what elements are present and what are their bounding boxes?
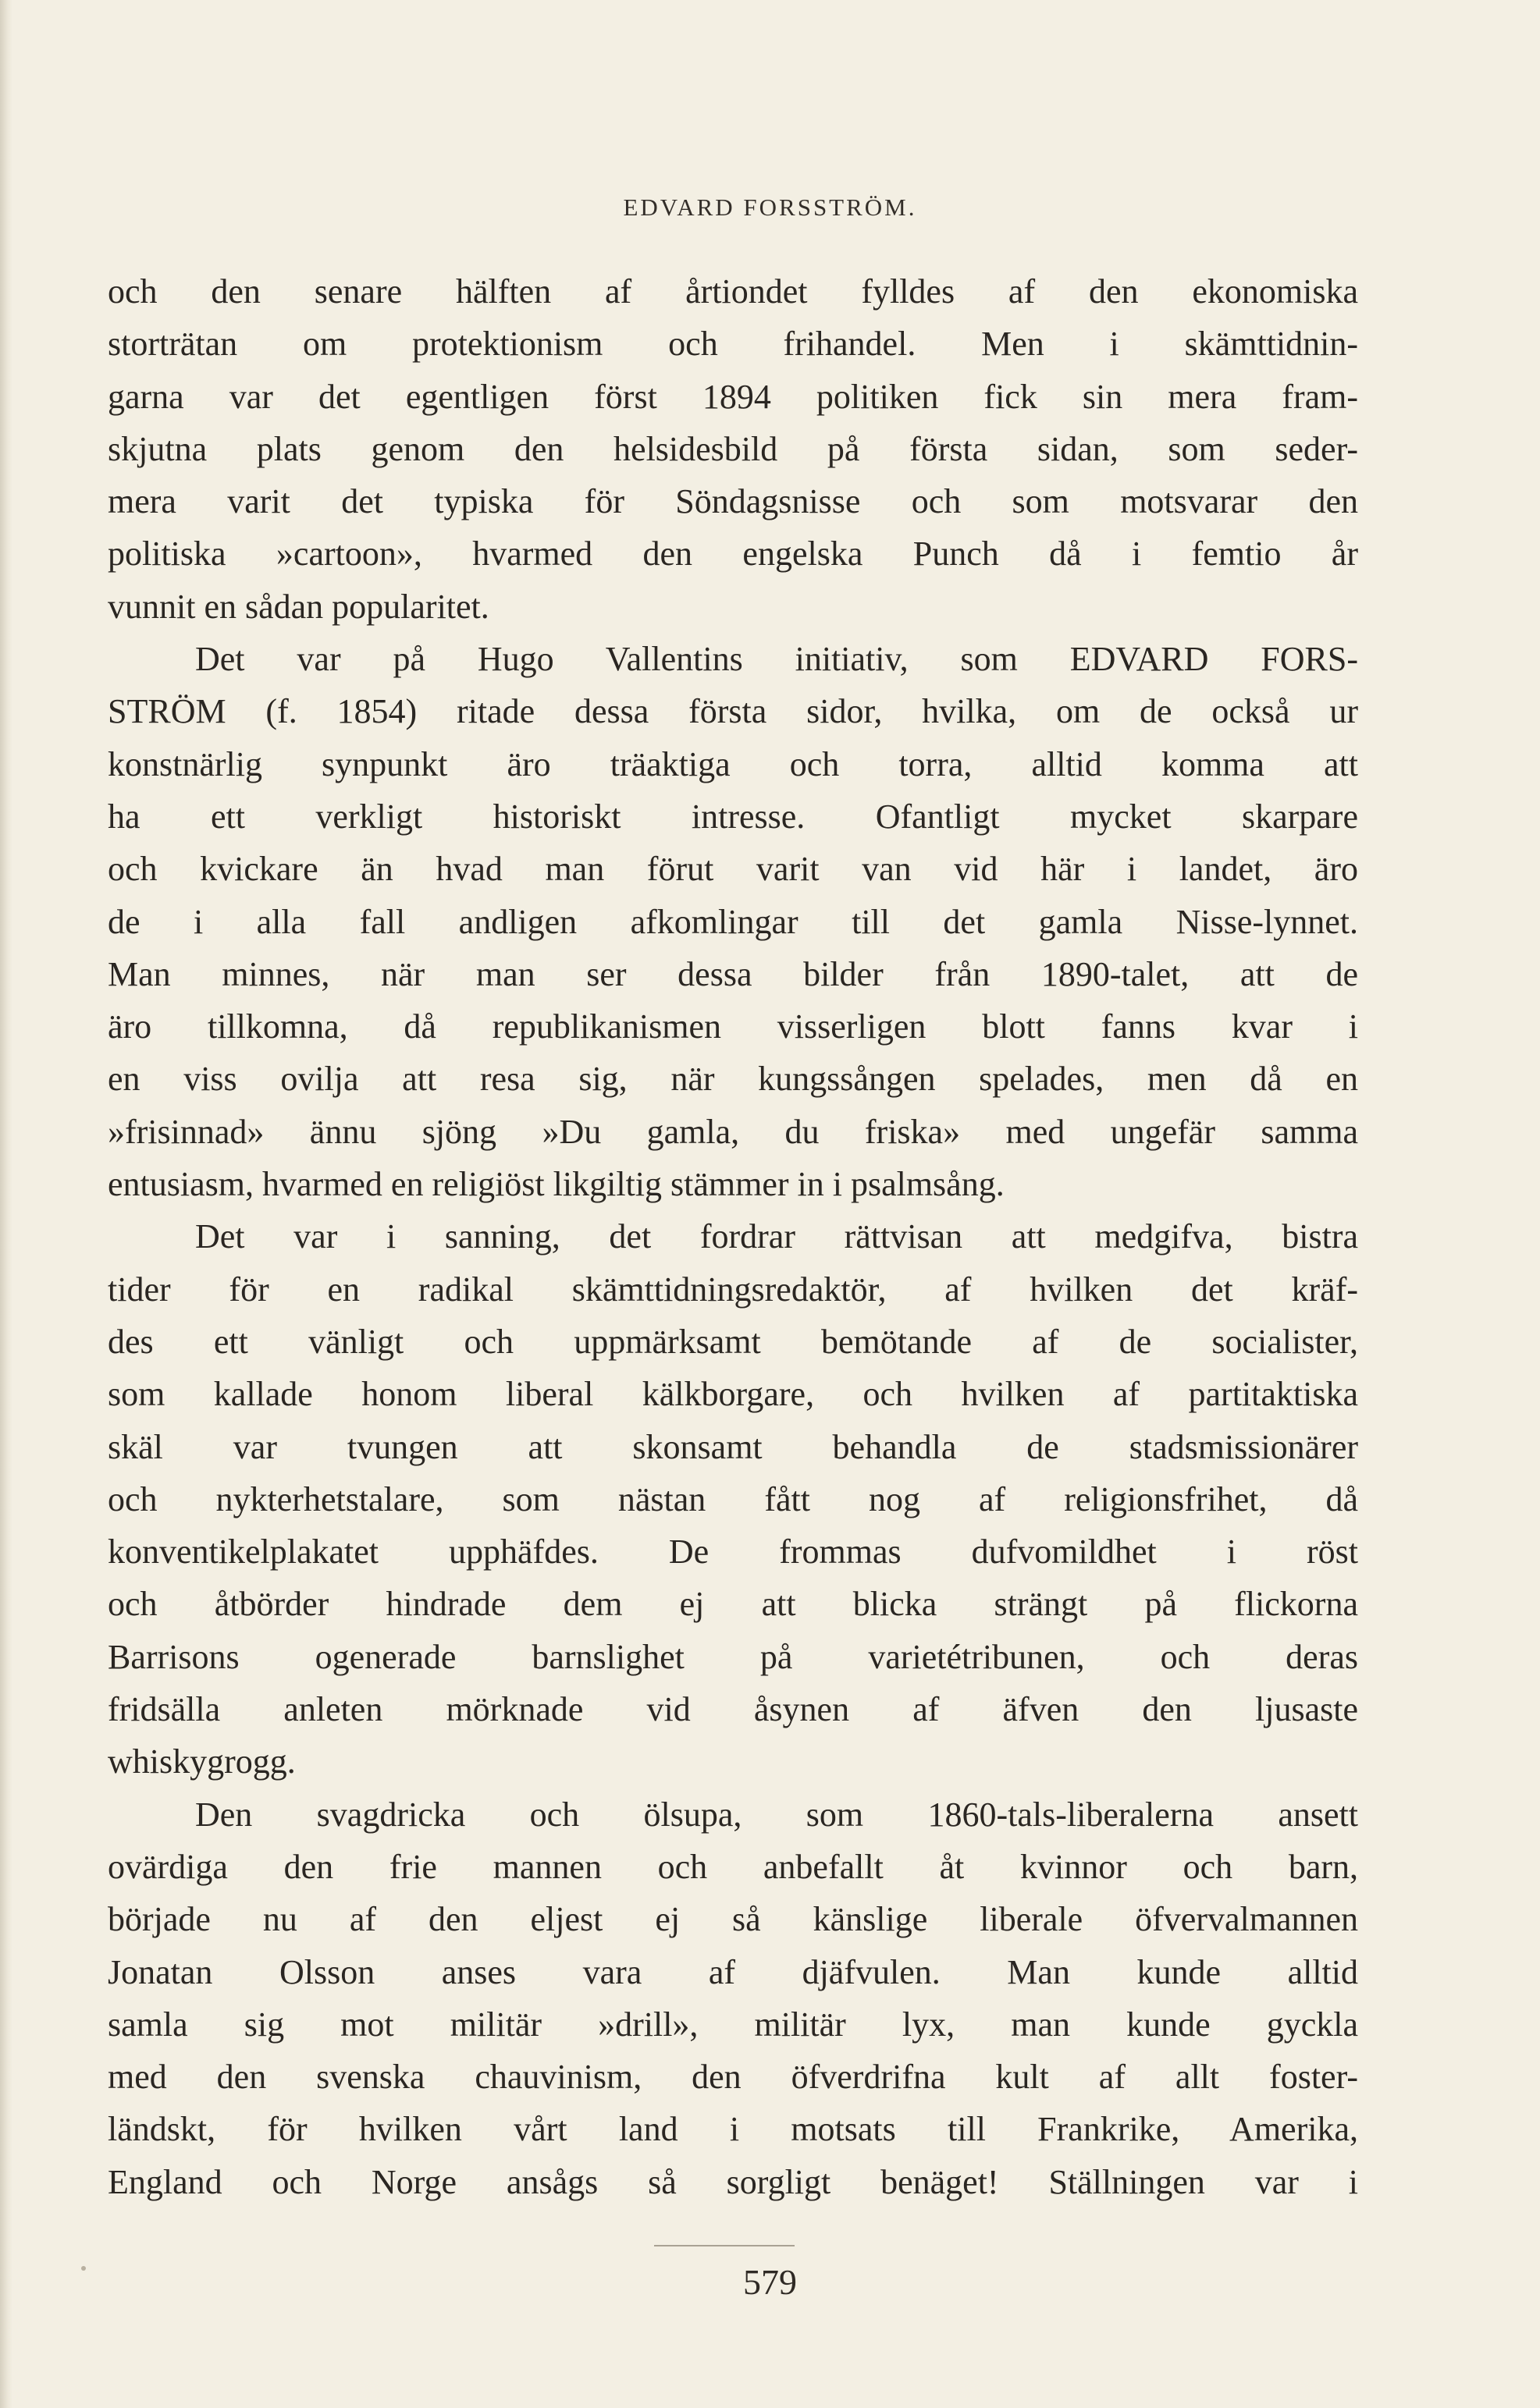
text-line: Det var i sanning, det fordrar rättvisan att medgifva, bistra: [195, 1217, 1358, 1256]
text-line: skäl var tvungen att skonsamt behandla de stadsmissionärer: [108, 1427, 1358, 1466]
text-line: whiskygrogg.: [108, 1742, 296, 1781]
text-line: Jonatan Olsson anses vara af djäfvulen. Man kunde alltid: [108, 1952, 1358, 1991]
text-line: entusiasm, hvarmed en religiöst likgiltig stämmer in i psalmsång.: [108, 1165, 1005, 1204]
text-line: England och Norge ansågs så sorgligt benäget! Ställningen var i: [108, 2162, 1358, 2201]
text-line: började nu af den eljest ej så känslige liberale öfvervalmannen: [108, 1900, 1358, 1939]
text-line: mera varit det typiska för Söndagsnisse och som motsvarar den: [108, 482, 1358, 521]
text-line: vunnit en sådan popularitet.: [108, 587, 489, 626]
footer-rule: [654, 2245, 795, 2246]
text-line: med den svenska chauvinism, den öfverdrifna kult af allt foster-: [108, 2058, 1358, 2097]
text-line: des ett vänligt och uppmärksamt bemötande af de socialister,: [108, 1322, 1358, 1361]
page-number: 579: [743, 2262, 797, 2302]
text-line: ha ett verkligt historiskt intresse. Ofantligt mycket skarpare: [108, 797, 1358, 836]
running-head: EDVARD FORSSTRÖM.: [623, 194, 917, 221]
text-line: storträtan om protektionism och frihandel. Men i skämttidnin-: [108, 325, 1358, 364]
text-line: »frisinnad» ännu sjöng »Du gamla, du friska» med ungefär samma: [108, 1112, 1358, 1151]
text-line: konventikelplakatet upphäfdes. De frommas dufvomildhet i röst: [108, 1533, 1358, 1572]
text-line: och kvickare än hvad man förut varit van vid här i landet, äro: [108, 850, 1358, 889]
text-line: politiska »cartoon», hvarmed den engelska Punch då i femtio år: [108, 535, 1358, 574]
text-line: STRÖM (f. 1854) ritade dessa första sidor, hvilka, om de också ur: [108, 692, 1358, 731]
text-line: fridsälla anleten mörknade vid åsynen af äfven den ljusaste: [108, 1690, 1358, 1729]
body-text: [108, 265, 1358, 2208]
text-line: Man minnes, när man ser dessa bilder från 1890-talet, att de: [108, 954, 1358, 993]
text-line: och nykterhetstalare, som nästan fått nog af religionsfrihet, då: [108, 1479, 1358, 1518]
text-line: och den senare hälften af årtiondet fylldes af den ekonomiska: [108, 272, 1358, 311]
text-line: tider för en radikal skämttidningsredaktör, af hvilken det kräf-: [108, 1270, 1358, 1309]
text-line: ländskt, för hvilken vårt land i motsats till Frankrike, Amerika,: [108, 2110, 1358, 2149]
text-line: äro tillkomna, då republikanismen visserligen blott fanns kvar i: [108, 1007, 1358, 1046]
text-line: de i alla fall andligen afkomlingar till det gamla Nisse-lynnet.: [108, 902, 1358, 941]
text-line: samla sig mot militär »drill», militär lyx, man kunde gyckla: [108, 2005, 1358, 2044]
text-line: Den svagdricka och ölsupa, som 1860-tals-liberalerna ansett: [195, 1795, 1358, 1834]
text-line: Det var på Hugo Vallentins initiativ, som EDVARD FORS-: [195, 640, 1358, 679]
text-line: garna var det egentligen först 1894 politiken fick sin mera fram-: [108, 377, 1358, 416]
text-line: en viss ovilja att resa sig, när kungssången spelades, men då en: [108, 1060, 1358, 1099]
text-line: Barrisons ogenerade barnslighet på varietétribunen, och deras: [108, 1637, 1358, 1676]
page-edge: [0, 0, 12, 2408]
text-line: ovärdiga den frie mannen och anbefallt åt kvinnor och barn,: [108, 1847, 1358, 1886]
text-line: skjutna plats genom den helsidesbild på första sidan, som seder-: [108, 429, 1358, 468]
text-line: som kallade honom liberal kälkborgare, och hvilken af partitaktiska: [108, 1375, 1358, 1414]
text-line: konstnärlig synpunkt äro träaktiga och torra, alltid komma att: [108, 744, 1358, 783]
text-line: och åtbörder hindrade dem ej att blicka strängt på flickorna: [108, 1585, 1358, 1624]
